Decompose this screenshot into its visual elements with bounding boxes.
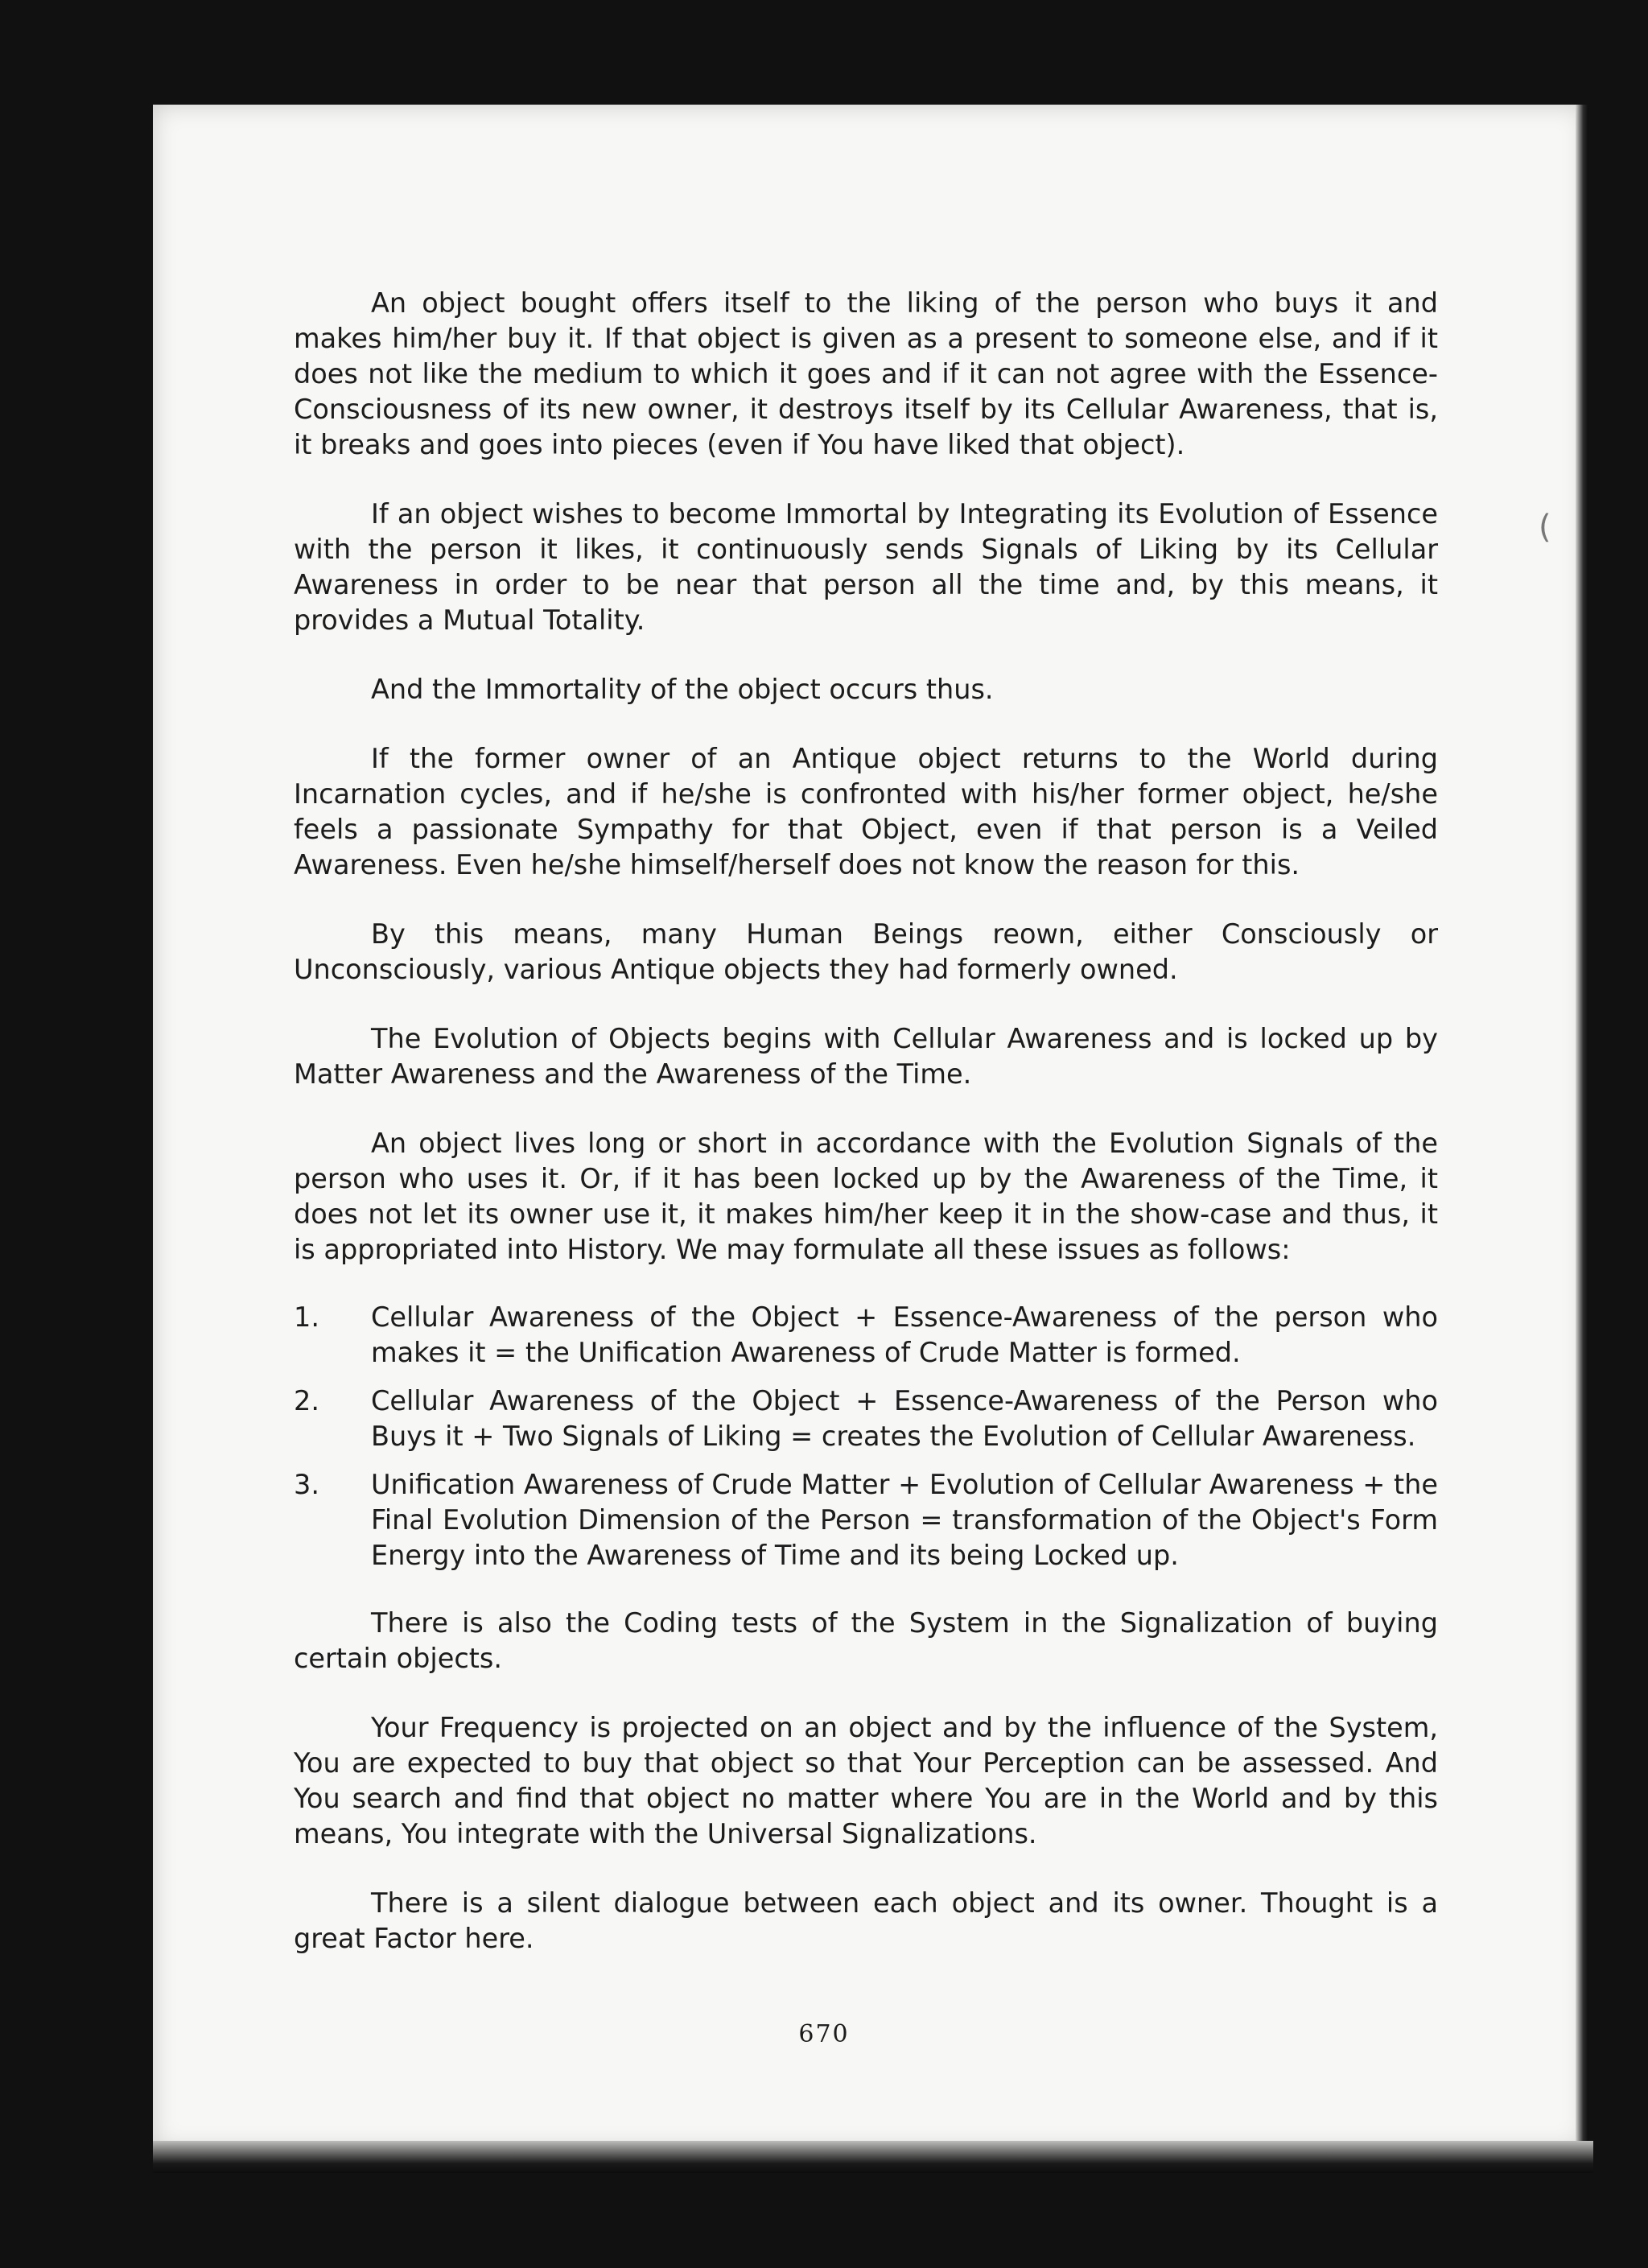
page-bottom-edge-shadow [153, 2141, 1593, 2173]
paragraph-1: An object bought offers itself to the liking of the person who buys it and makes him/her buy it. If that object is given as a present to someone else, and if it does not like the medium to which it goes and if it can not agree with the Essence-Consciousness of its new owner, it destroys itself by its Cellular Awareness, that is, it breaks and goes into pieces (even if You have liked that object). [294, 287, 1438, 460]
paragraph-2: If an object wishes to become Immortal by Integrating its Evolution of Essence with the person it likes, it continuously sends Signals of Liking by its Cellular Awareness in order to be near that person all the time and, by this means, it provides a Mutual Totality. [294, 498, 1438, 636]
paragraph-5: By this means, many Human Beings reown, either Consciously or Unconsciously, various Antique objects they had formerly owned. [294, 918, 1438, 985]
list-text: Cellular Awareness of the Object + Essence-Awareness of the person who makes it = the Unification Awareness of Crude Matter is formed. [371, 1301, 1438, 1368]
list-number: 1. [294, 1301, 319, 1333]
page-number: 670 [798, 2020, 850, 2048]
body-text [294, 286, 1438, 1990]
formula-list [294, 1300, 1438, 1573]
paragraph-10: There is a silent dialogue between each object and its owner. Thought is a great Factor here. [294, 1887, 1438, 1954]
list-number: 3. [294, 1469, 319, 1500]
list-item [294, 1467, 1438, 1573]
paragraph-7: An object lives long or short in accordance with the Evolution Signals of the person who uses it. Or, if it has been locked up by the Awareness of the Time, it does not let its owner use it, it makes him/her keep it in the show-case and thus, it is appropriated into History. We may formulate all these issues as follows: [294, 1128, 1438, 1265]
paragraph-4: If the former owner of an Antique object returns to the World during Incarnation cycles, and if he/she is confronted with his/her former object, he/she feels a passionate Sympathy for that Object, even if that person is a Veiled Awareness. Even he/she himself/herself does not know the reason for this. [294, 743, 1438, 880]
margin-pencil-mark: ( [1539, 509, 1551, 546]
paragraph-3: And the Immortality of the object occurs thus. [371, 674, 994, 705]
paragraph-6: The Evolution of Objects begins with Cellular Awareness and is locked up by Matter Awareness and the Awareness of the Time. [294, 1023, 1438, 1090]
list-number: 2. [294, 1385, 319, 1416]
page-right-edge-shadow [1576, 105, 1588, 2149]
list-item [294, 1300, 1438, 1371]
list-text: Cellular Awareness of the Object + Essence-Awareness of the Person who Buys it + Two Signals of Liking = creates the Evolution of Cellular Awareness. [371, 1385, 1438, 1452]
paragraph-9: Your Frequency is projected on an object and by the influence of the System, You are expected to buy that object so that Your Perception can be assessed. And You search and find that object no matter where You are in the World and by this means, You integrate with the Universal Signalizations. [294, 1712, 1438, 1849]
list-item [294, 1383, 1438, 1454]
paragraph-8: There is also the Coding tests of the System in the Signalization of buying certain objects. [294, 1607, 1438, 1674]
list-text: Unification Awareness of Crude Matter + Evolution of Cellular Awareness + the Final Evolution Dimension of the Person = transformation of the Object's Form Energy into the Awareness of Time and its being Locked up. [371, 1469, 1438, 1571]
